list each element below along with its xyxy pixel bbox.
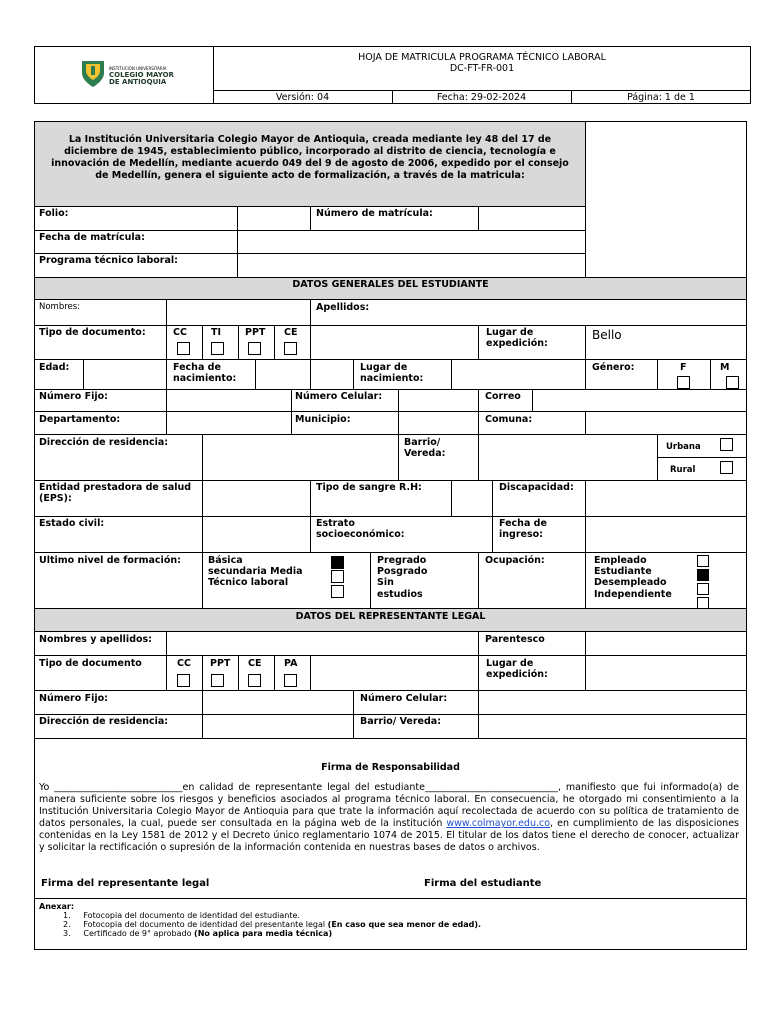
col-line [202,325,203,359]
annex-item-2-text: Fotocopia del documento de identidad del presentante legal [83,920,328,929]
col-line [274,655,275,690]
institution-logo [80,58,180,90]
logo-small-text: INSTITUCIÓN UNIVERSITARIA [109,66,167,71]
nivel-basica-checkbox[interactable] [331,556,344,569]
estrato-label [316,518,426,540]
comuna-label: Comuna: [485,414,533,425]
nombres-field[interactable] [167,300,310,325]
col-line [310,516,311,552]
col-line [370,552,371,608]
urbana-checkbox[interactable] [720,438,733,451]
col-line [202,655,203,690]
col-line [585,411,586,434]
legal-tipo-documento-label: Tipo de documento [39,658,142,669]
col-line [398,434,399,480]
intro-paragraph: La Institución Universitaria Colegio Mayor de Antioquia, creada mediante ley 48 del 17 de diciembre de 1945, establecimiento público, incorporado al distrito de ciencia, tecnología e innovación de Medellín, mediante acuerdo 049 del 9 de agosto de 2006, expedido por el consejo de Medellín, genera el siguiente acto de formalización, a través de la matricula: [51,134,569,181]
col-line [310,480,311,516]
legal-doc-option-ce: CE [248,658,262,669]
rural-checkbox[interactable] [720,461,733,474]
col-line [710,359,711,389]
doc-option-cc: CC [173,327,187,338]
eps-label [39,482,194,504]
nivel-tecnico-checkbox[interactable] [331,585,344,598]
row-line [657,457,747,458]
nivel-basica-label: Básica [208,555,243,566]
legal-nombres-field[interactable] [167,632,478,655]
occ-desempleado-checkbox[interactable] [697,583,709,595]
eps-text: Entidad prestadora de salud (EPS): [39,482,192,504]
annex-item-3: 3. Certificado de 9° aprobado (No aplica para media técnica) [63,929,333,938]
doc-option-ti: TI [211,327,222,338]
col-line [398,389,399,411]
legal-doc-option-pa: PA [284,658,298,669]
doc-checkbox-ppt[interactable] [248,342,261,355]
matricula-number-field[interactable] [479,207,585,230]
discapacidad-label: Discapacidad: [499,482,574,493]
col-line [83,359,84,389]
row-line [34,552,747,553]
fecha-ingreso-label [499,518,559,540]
nivel-sin-label: Sin [377,577,394,588]
col-line [585,552,586,608]
genero-label: Género: [592,362,635,373]
lugar-expedicion-value[interactable]: Bello [592,328,622,342]
firma-estudiante-label: Firma del estudiante [424,878,542,889]
col-line [657,359,658,389]
row-line [34,714,747,715]
col-line [202,480,203,516]
fecha-matricula-field[interactable] [238,231,585,253]
genero-f-checkbox[interactable] [677,376,690,389]
col-line [166,325,167,359]
legal-section-title: DATOS DEL REPRESENTANTE LEGAL [295,611,486,622]
legal-doc-option-ppt: PPT [210,658,231,669]
col-line [166,389,167,411]
document-code: DC-FT-FR-001 [449,63,515,74]
col-line [478,434,479,480]
page-number: Página: 1 de 1 [627,92,695,103]
col-line [585,655,586,690]
doc-option-ce: CE [284,327,298,338]
col-line [585,631,586,655]
lugar-expedicion-label [486,327,576,349]
tipo-documento-label: Tipo de documento: [39,327,146,338]
genero-m-label: M [720,362,730,373]
logo-name-line2: DE ANTIOQUIA [109,78,167,86]
nivel-pregrado-label: Pregrado [377,555,427,566]
date-label: Fecha: 29-02-2024 [436,92,527,103]
estado-civil-label: Estado civil: [39,518,105,529]
lugar-expedicion-text: Lugar de expedición: [486,327,548,349]
nivel-posgrado-label: Posgrado [377,566,428,577]
legal-doc-checkbox-ce[interactable] [248,674,261,687]
responsibility-text-part2: , en cumplimiento de las disposiciones contenidas en la Ley 1581 de 2012 y el Decreto único reglamentario 1074 de 2015. El titular de los datos tiene el derecho de conocer, actualizar y solicitar la rectificación o supresión de la información contenida en nuestras bases de datos o archivos. [39,818,740,853]
col-line [310,206,311,230]
fecha-matricula-label: Fecha de matrícula: [39,232,145,243]
occ-estudiante-label: Estudiante [594,566,652,577]
col-line [478,631,479,655]
annex-item-2: 2. Fotocopia del documento de identidad del presentante legal (En caso que sea menor de edad). [63,920,482,929]
col-line [478,325,479,359]
legal-doc-checkbox-pa[interactable] [284,674,297,687]
nivel-estudios-label: estudios [377,589,423,600]
matricula-number-label: Número de matrícula: [316,208,433,219]
col-line [585,325,586,359]
legal-numero-fijo-label: Número Fijo: [39,693,108,704]
occ-desempleado-label: Desempleado [594,577,667,588]
row-line [34,434,747,435]
doc-option-ppt: PPT [245,327,266,338]
nombres-label: Nombres: [39,302,81,312]
col-line [310,655,311,690]
legal-nombres-label: Nombres y apellidos: [39,634,152,645]
apellidos-field[interactable] [380,300,746,325]
folio-label: Folio: [39,208,69,219]
programa-field[interactable] [238,254,585,277]
occ-estudiante-checkbox[interactable] [697,569,709,581]
direccion-label: Dirección de residencia: [39,437,169,448]
col-line [310,325,311,359]
genero-m-checkbox[interactable] [726,376,739,389]
fecha-nacimiento-text: Fecha de nacimiento: [173,362,237,384]
doc-checkbox-cc[interactable] [177,342,190,355]
nivel-secundaria-label: secundaria Media [208,566,303,577]
col-line [451,359,452,389]
legal-direccion-label: Dirección de residencia: [39,716,169,727]
legal-lugar-expedicion-text: Lugar de expedición: [486,658,548,680]
numero-fijo-label: Número Fijo: [39,391,108,402]
legal-doc-option-cc: CC [177,658,191,669]
row-line [34,516,747,517]
logo-name-line1: COLEGIO MAYOR [109,71,174,79]
responsibility-text [39,782,739,854]
website-link[interactable]: www.colmayor.edu.co [446,818,551,829]
fecha-ingreso-text: Fecha de ingreso: [499,518,547,540]
legal-doc-checkbox-ppt[interactable] [211,674,224,687]
occ-empleado-checkbox[interactable] [697,555,709,567]
parentesco-label: Parentesco [485,634,545,645]
intro-right-border [585,121,586,278]
ocupacion-label: Ocupación: [485,555,545,566]
departamento-label: Departamento: [39,414,121,425]
col-line [353,359,354,389]
col-line [478,655,479,690]
legal-doc-checkbox-cc[interactable] [177,674,190,687]
col-line [166,359,167,389]
col-line [478,552,479,608]
nivel-secundaria-checkbox[interactable] [331,570,344,583]
col-line [310,359,311,389]
col-line [166,411,167,434]
col-line [451,480,452,516]
row-line [34,359,747,360]
col-line [238,325,239,359]
col-line [478,411,479,434]
municipio-label: Municipio: [295,414,351,425]
document-title: HOJA DE MATRICULA PROGRAMA TÉCNICO LABORAL [358,52,606,63]
correo-label: Correo [485,391,521,402]
col-line [202,434,203,480]
firma-representante-label: Firma del representante legal [41,878,210,889]
edad-label: Edad: [39,362,70,373]
fecha-nacimiento-label [173,362,253,384]
annex-item-1: 1. Fotocopia del documento de identidad del estudiante. [63,911,300,920]
annex-item-2-bold: (En caso que sea menor de edad). [327,920,482,929]
occ-empleado-label: Empleado [594,555,647,566]
col-line [202,516,203,552]
shield-icon [80,59,106,89]
version-label: Versión: 04 [275,92,330,103]
doc-checkbox-ti[interactable] [211,342,224,355]
barrio-text: Barrio/ Vereda: [404,437,446,459]
estrato-text: Estrato socioeconómico: [316,518,405,540]
rural-label: Rural [670,465,696,475]
row-line [34,690,747,691]
col-line [202,552,203,608]
header-divider [213,90,751,91]
legal-numero-celular-label: Número Celular: [360,693,448,704]
student-section-title: DATOS GENERALES DEL ESTUDIANTE [292,279,489,290]
col-line [166,655,167,690]
genero-f-label: F [680,362,687,373]
col-line [310,299,311,325]
annex-item-3-text: Certificado de 9° aprobado [83,929,195,938]
col-line [291,389,292,411]
numero-celular-label: Número Celular: [295,391,383,402]
row-line [34,411,747,412]
col-line [398,411,399,434]
row-line [34,480,747,481]
col-line [238,655,239,690]
programa-label: Programa técnico laboral: [39,255,178,266]
row-line [34,325,747,326]
col-line [585,516,586,552]
apellidos-label: Apellidos: [316,302,370,313]
responsibility-title: Firma de Responsabilidad [321,762,460,773]
folio-field[interactable] [238,207,310,230]
row-line [34,738,747,739]
lugar-nacimiento-label [360,362,440,384]
urbana-label: Urbana [666,442,701,452]
annex-item-3-bold: (No aplica para media técnica) [194,929,333,938]
correo-field[interactable] [533,390,746,411]
col-line [291,411,292,434]
legal-barrio-label: Barrio/ Vereda: [360,716,441,727]
col-line [478,389,479,411]
row-line [34,655,747,656]
col-line [274,325,275,359]
nivel-tecnico-label: Técnico laboral [208,577,289,588]
col-line [585,480,586,516]
responsibility-text-part1: Yo ___________________________en calidad de representante legal del estudiante____________________________, manifiesto que fui informado(a) de manera suficiente sobre los riesgos y beneficios asociados al programa técnico laboral. En consecuencia, he otorgado mi consentimiento a la Institución Universitaria Colegio Mayor de Antioquia para que trate la información aquí recolectada de acuerdo con su política de tratamiento de datos personales, la cual, puede ser consultada en la página web de la institución [39,782,739,829]
col-line [255,359,256,389]
occ-independiente-label: Independiente [594,589,672,600]
barrio-label [404,437,474,459]
col-line [585,359,586,389]
ultimo-nivel-label: Ultimo nivel de formación: [39,555,181,566]
col-line [492,516,493,552]
annex-item-1-text: Fotocopia del documento de identidad del estudiante. [83,911,300,920]
legal-lugar-expedicion-label [486,658,576,680]
lugar-nacimiento-text: Lugar de nacimiento: [360,362,424,384]
doc-checkbox-ce[interactable] [284,342,297,355]
col-line [492,480,493,516]
tipo-sangre-label: Tipo de sangre R.H: [316,482,422,493]
annex-title: Anexar: [39,902,75,911]
row-line [34,898,747,899]
